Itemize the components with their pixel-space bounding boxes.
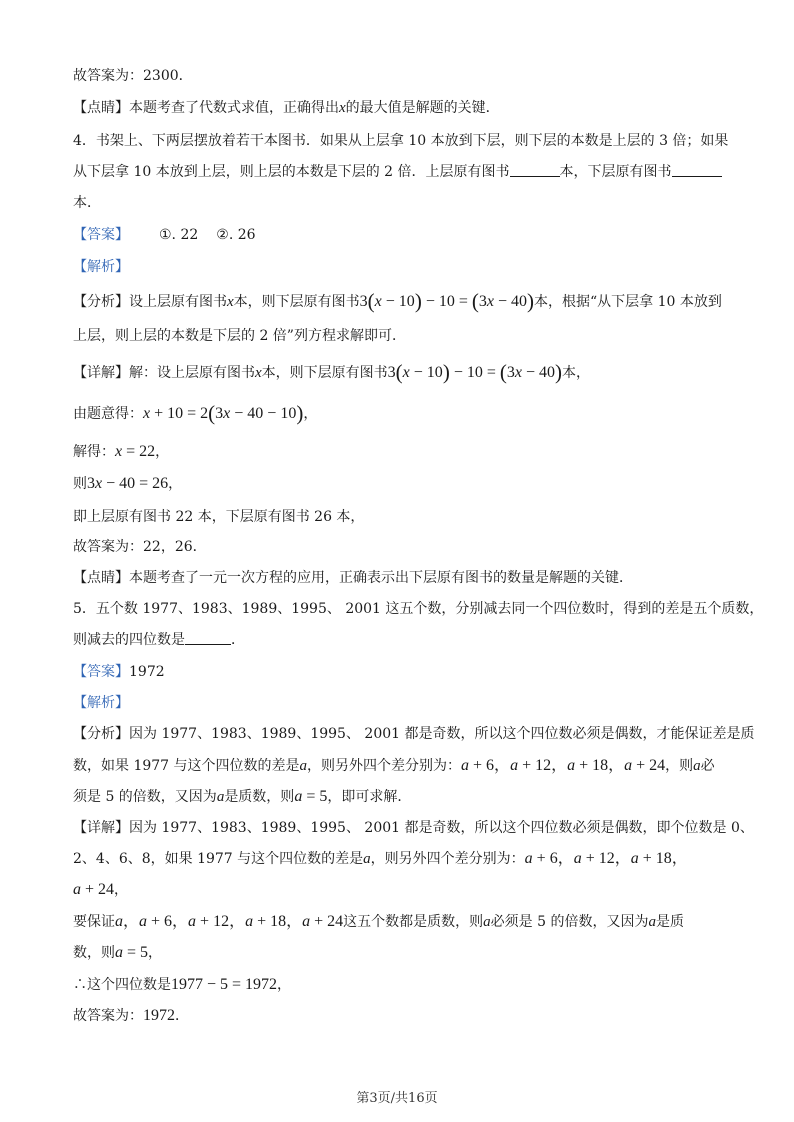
answer-1: ①. 22 — [159, 227, 199, 243]
fenxi-text: 因为 1977、1983、1989、1995、 2001 都是奇数，所以这个四位数必须是偶数，才能保证差是质 — [129, 726, 755, 742]
fenxi-tag: 【分析】 — [73, 726, 129, 742]
fenxi-text: 设上层原有图书 — [129, 294, 227, 310]
q4-stem-line2 — [73, 163, 722, 181]
fenxi-text-7: 是质数，则 — [224, 789, 295, 805]
final-answer-end: ． — [175, 1008, 189, 1024]
q4-comment — [73, 569, 633, 587]
q4-stem-text-2: 本，下层原有图书 — [559, 164, 672, 180]
q3-comment — [73, 99, 500, 117]
xiangjie-text-6: 必须是 5 的倍数，又因为 — [490, 914, 649, 930]
var-a-3: a — [216, 789, 225, 805]
xiangjie-tag: 【详解】 — [73, 365, 129, 381]
xiangjie-text-3: ，则另外四个差分别为： — [370, 851, 525, 867]
q4-jiexi-tag — [73, 258, 129, 276]
q4-stem-text: 从下层拿 10 本放到上层，则上层的本数是下层的 2 倍．上层原有图书 — [73, 164, 510, 180]
comment-text: 本题考查了一元一次方程的应用，正确表示出下层原有图书的数量是解题的关键． — [129, 570, 633, 586]
comment-tag: 【点睛】 — [73, 100, 129, 116]
five-numbers: a，a + 6，a + 12，a + 18，a + 24 — [115, 913, 344, 930]
comment-tag: 【点睛】 — [73, 570, 129, 586]
answer-tag: 【答案】 — [73, 664, 129, 680]
xiangjie-text-7: 是质 — [655, 914, 684, 930]
answer-blank — [185, 632, 231, 645]
xiangjie-text-8: 数，则 — [73, 945, 115, 961]
var-a-4: a — [483, 914, 491, 930]
var-x: x — [339, 100, 346, 116]
jiexi-tag: 【解析】 — [73, 695, 129, 711]
q5-fenxi-line2 — [73, 757, 715, 775]
xiangjie-text: 因为 1977、1983、1989、1995、 2001 都是奇数，所以这个四位数必须是偶数，即个位数是 0、 — [129, 820, 754, 836]
q5-stem-end: ． — [231, 632, 245, 648]
fenxi-text-3: ，则另外四个差分别为： — [307, 758, 462, 774]
q4-step-result: 即上层原有图书 22 本，下层原有图书 26 本， — [73, 509, 365, 525]
q5-xiangjie-line2 — [73, 850, 688, 868]
q4-final-answer: 故答案为：22，26． — [73, 539, 207, 555]
xiangjie-tag: 【详解】 — [73, 820, 129, 836]
q4-stem-line1: 4．书架上、下两层摆放着若干本图书．如果从上层拿 10 本放到下层，则下层的本数是上层的 3 倍；如果 — [73, 133, 729, 149]
q5-fenxi-line3 — [73, 788, 411, 806]
q4-answer — [73, 226, 256, 244]
var-x: x — [255, 365, 262, 381]
q5-jiexi-tag — [73, 694, 129, 712]
fenxi-tag: 【分析】 — [73, 294, 129, 310]
xiangjie-text-3: 本， — [562, 365, 590, 381]
q4-step-lower: 则3x − 40 = 26， — [73, 475, 183, 492]
q4-step-solve: 解得：x = 22， — [73, 443, 170, 460]
step-label-3: 则 — [73, 476, 87, 492]
q5-xiangjie-line3: a + 24， — [73, 881, 129, 898]
comment-text: 本题考查了代数式求值，正确得出 — [129, 100, 339, 116]
xiangjie-text: 解：设上层原有图书 — [129, 365, 255, 381]
answer-tag: 【答案】 — [73, 227, 129, 243]
xiangjie-text-2: 本，则下层原有图书 — [261, 365, 388, 381]
answer-value: 1972 — [129, 664, 165, 680]
solution: x = 22 — [115, 443, 156, 460]
differences-2: a + 6，a + 12，a + 18， — [524, 850, 688, 867]
q4-fenxi-line1 — [73, 289, 722, 313]
var-a-2: a — [693, 758, 701, 774]
step-label: 由题意得： — [73, 406, 143, 422]
differences: a + 6，a + 12，a + 18，a + 24 — [461, 757, 666, 774]
q5-stem-text: 则减去的四位数是 — [73, 632, 185, 648]
a-equals-5-2: a = 5 — [115, 944, 149, 961]
fenxi-text-6: 须是 5 的倍数，又因为 — [73, 789, 217, 805]
q4-fenxi-line2: 上层，则上层的本数是下层的 2 倍”列方程求解即可． — [73, 328, 406, 344]
xiangjie-text-4: 要保证 — [73, 914, 115, 930]
page-footer: 第3页/共16页 — [356, 1091, 438, 1106]
var-a: a — [363, 851, 371, 867]
a-equals-5: a = 5 — [294, 788, 328, 805]
final-answer-value: 1972 — [143, 1007, 175, 1024]
final-answer-label: 故答案为： — [73, 1008, 143, 1024]
fenxi-text-2: 数，如果 1977 与这个四位数的差是 — [73, 758, 300, 774]
fenxi-text-5: 必 — [700, 758, 715, 774]
result-expr: 1977 − 5 = 1972 — [171, 976, 278, 993]
fenxi-text-4: ，则 — [665, 758, 694, 774]
fenxi-text-2: 本，则下层原有图书 — [233, 294, 360, 310]
jiexi-tag: 【解析】 — [73, 259, 129, 275]
expr-lower-shelf-2: 3(x − 10) − 10 = (3x − 40) — [387, 360, 562, 384]
xiangjie-text-9: ∴这个四位数是 — [73, 977, 171, 993]
var-x: x — [227, 294, 234, 310]
q5-stem-line1: 5．五个数 1977、1983、1989、1995、 2001 这五个数，分别减去同一个四位数时，得到的差是五个质数， — [73, 601, 764, 617]
q4-step-equation: 由题意得：x + 10 = 2(3x − 40 − 10)， — [73, 401, 318, 425]
xiangjie-text-2: 2、4、6、8，如果 1977 与这个四位数的差是 — [73, 851, 364, 867]
lower-count: 3x − 40 = 26 — [87, 475, 169, 492]
difference-24: a + 24 — [73, 881, 115, 898]
equation: x + 10 = 2(3x − 40 − 10) — [143, 401, 304, 425]
fenxi-text-3: 本，根据“从下层拿 10 本放到 — [534, 294, 722, 310]
q3-final-answer: 故答案为：2300． — [73, 68, 193, 84]
q4-xiangjie-line1 — [73, 360, 590, 384]
q5-answer — [73, 663, 165, 681]
expr-lower-shelf: 3(x − 10) − 10 = (3x − 40) — [359, 289, 534, 313]
fenxi-text-8: ，即可求解． — [327, 789, 412, 805]
xiangjie-text-5: 这五个数都是质数，则 — [343, 914, 484, 930]
q5-xiangjie-line6: ∴这个四位数是1977 − 5 = 1972， — [73, 976, 292, 993]
comment-text-2: 的最大值是解题的关键． — [345, 100, 500, 116]
answer-blank-1 — [510, 164, 560, 177]
q5-xiangjie-line5: 数，则a = 5， — [73, 944, 163, 961]
q5-fenxi-line1 — [73, 725, 755, 743]
q5-final-answer — [73, 1007, 189, 1025]
q4-stem-line3: 本． — [73, 195, 101, 211]
var-a: a — [299, 758, 308, 774]
q5-stem-line2 — [73, 631, 245, 649]
q5-xiangjie-line4 — [73, 913, 684, 931]
answer-2: ②. 26 — [216, 227, 256, 243]
q5-xiangjie-line1 — [73, 819, 754, 837]
answer-blank-2 — [672, 164, 722, 177]
var-a-5: a — [648, 914, 656, 930]
step-label-2: 解得： — [73, 444, 115, 460]
